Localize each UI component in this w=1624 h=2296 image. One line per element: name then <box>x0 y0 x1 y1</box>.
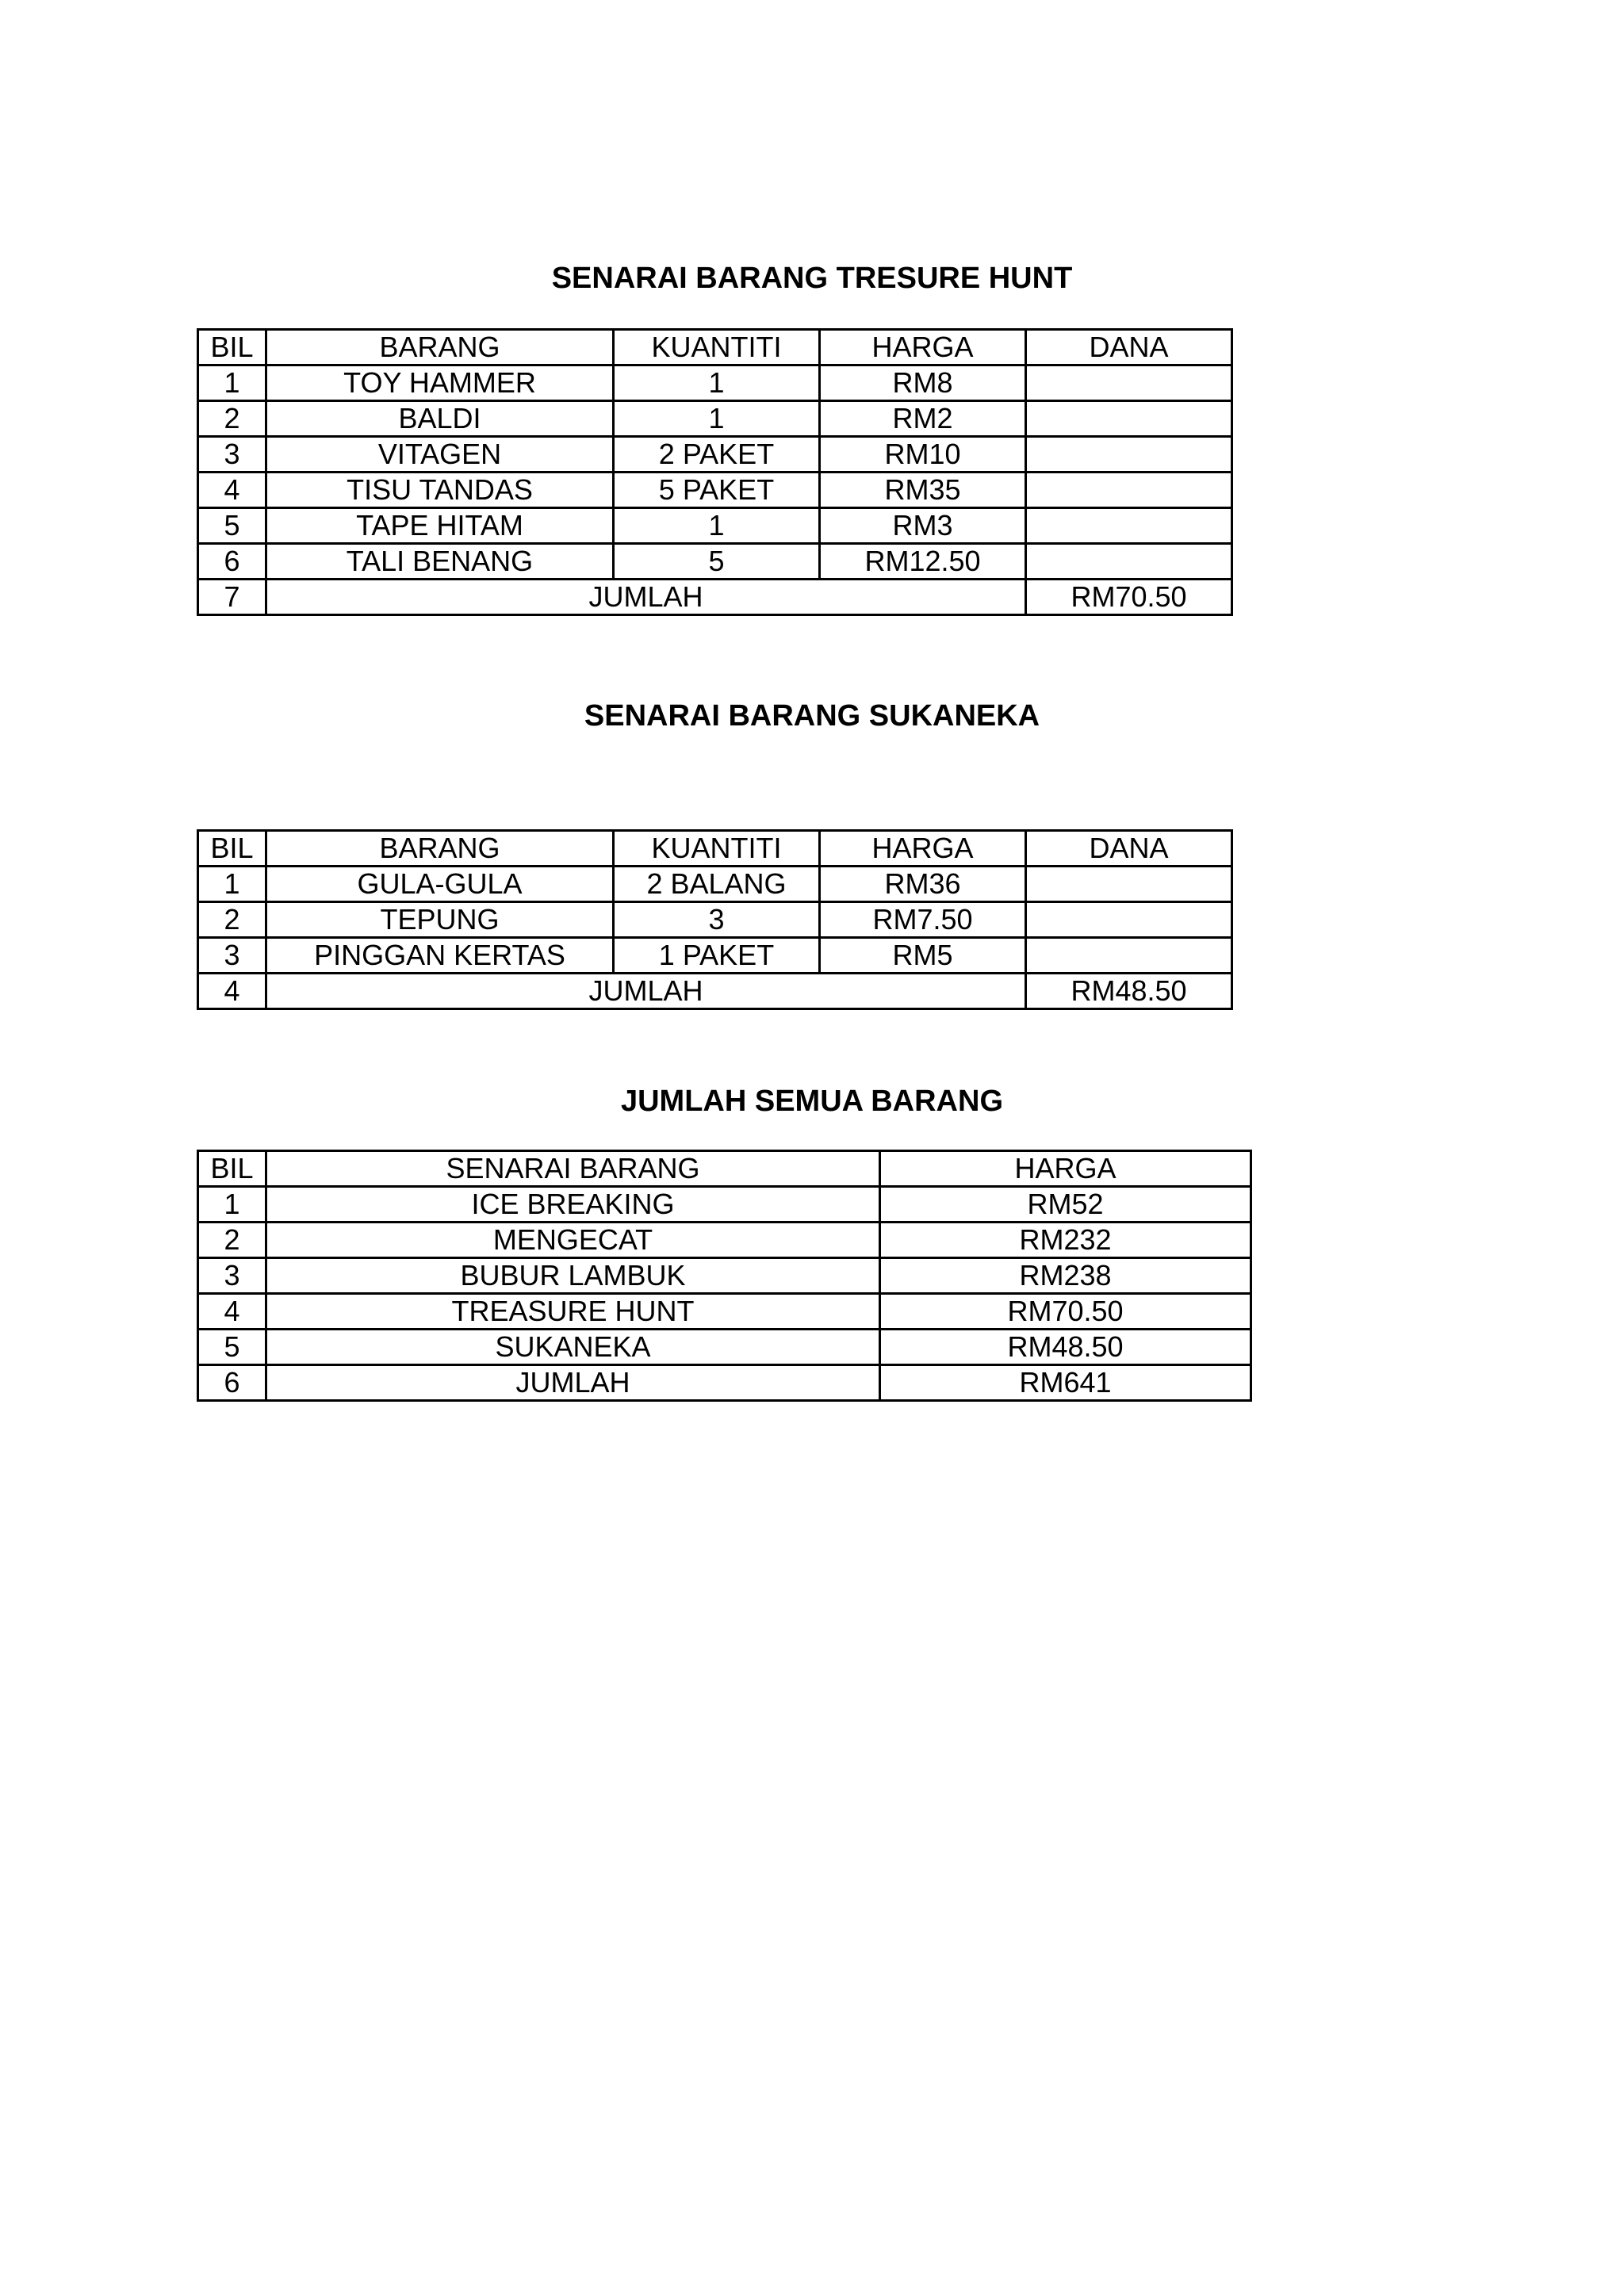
cell-senarai-barang: BUBUR LAMBUK <box>266 1258 880 1294</box>
cell-bil: 5 <box>198 508 266 544</box>
cell-barang: TOY HAMMER <box>266 365 614 401</box>
header-bil: BIL <box>198 1151 266 1187</box>
table-row <box>198 867 1232 902</box>
cell-dana <box>1026 473 1232 508</box>
total-row <box>198 580 1232 615</box>
cell-bil: 2 <box>198 1223 266 1258</box>
cell-senarai-barang: TREASURE HUNT <box>266 1294 880 1330</box>
cell-kuantiti: 1 <box>614 508 820 544</box>
header-harga: HARGA <box>820 831 1026 867</box>
total-value: RM48.50 <box>1026 974 1232 1009</box>
treasure-table <box>197 328 1233 616</box>
cell-harga: RM35 <box>820 473 1026 508</box>
cell-harga: RM232 <box>880 1223 1251 1258</box>
cell-kuantiti: 2 PAKET <box>614 437 820 473</box>
cell-kuantiti: 5 <box>614 544 820 580</box>
cell-kuantiti: 3 <box>614 902 820 938</box>
header-barang: BARANG <box>266 330 614 365</box>
header-bil: BIL <box>198 330 266 365</box>
cell-bil: 6 <box>198 1365 266 1401</box>
sukaneka-title: SENARAI BARANG SUKANEKA <box>584 699 1040 733</box>
cell-senarai-barang: JUMLAH <box>266 1365 880 1401</box>
cell-kuantiti: 5 PAKET <box>614 473 820 508</box>
table-row <box>198 1365 1251 1401</box>
cell-harga: RM52 <box>880 1187 1251 1223</box>
cell-kuantiti: 2 BALANG <box>614 867 820 902</box>
table-row <box>198 508 1232 544</box>
header-barang: BARANG <box>266 831 614 867</box>
cell-bil: 4 <box>198 1294 266 1330</box>
header-bil: BIL <box>198 831 266 867</box>
cell-barang: TALI BENANG <box>266 544 614 580</box>
cell-harga: RM238 <box>880 1258 1251 1294</box>
header-kuantiti: KUANTITI <box>614 831 820 867</box>
cell-harga: RM2 <box>820 401 1026 437</box>
treasure-title: SENARAI BARANG TRESURE HUNT <box>551 262 1073 295</box>
cell-harga: RM8 <box>820 365 1026 401</box>
cell-harga: RM48.50 <box>880 1330 1251 1365</box>
table-row <box>198 1258 1251 1294</box>
cell-bil: 1 <box>198 365 266 401</box>
cell-dana <box>1026 401 1232 437</box>
cell-bil: 3 <box>198 938 266 974</box>
header-dana: DANA <box>1026 831 1232 867</box>
table-row <box>198 473 1232 508</box>
header-senarai-barang: SENARAI BARANG <box>266 1151 880 1187</box>
table-row <box>198 902 1232 938</box>
header-dana: DANA <box>1026 330 1232 365</box>
cell-bil: 4 <box>198 473 266 508</box>
cell-bil: 1 <box>198 1187 266 1223</box>
summary-title: JUMLAH SEMUA BARANG <box>620 1085 1004 1118</box>
table-row <box>198 401 1232 437</box>
header-kuantiti: KUANTITI <box>614 330 820 365</box>
cell-dana <box>1026 938 1232 974</box>
cell-dana <box>1026 365 1232 401</box>
total-bil: 4 <box>198 974 266 1009</box>
summary-table <box>197 1150 1252 1402</box>
table-header-row <box>198 330 1232 365</box>
table-header-row <box>198 831 1232 867</box>
sukaneka-table <box>197 829 1233 1010</box>
cell-harga: RM641 <box>880 1365 1251 1401</box>
cell-harga: RM10 <box>820 437 1026 473</box>
cell-bil: 6 <box>198 544 266 580</box>
total-label: JUMLAH <box>266 974 1026 1009</box>
cell-dana <box>1026 867 1232 902</box>
cell-dana <box>1026 437 1232 473</box>
table-row <box>198 544 1232 580</box>
cell-barang: TEPUNG <box>266 902 614 938</box>
cell-barang: VITAGEN <box>266 437 614 473</box>
cell-barang: TAPE HITAM <box>266 508 614 544</box>
cell-barang: BALDI <box>266 401 614 437</box>
table-row <box>198 1223 1251 1258</box>
table-row <box>198 938 1232 974</box>
table-header-row <box>198 1151 1251 1187</box>
cell-senarai-barang: SUKANEKA <box>266 1330 880 1365</box>
cell-harga: RM70.50 <box>880 1294 1251 1330</box>
total-value: RM70.50 <box>1026 580 1232 615</box>
header-harga: HARGA <box>820 330 1026 365</box>
cell-bil: 2 <box>198 902 266 938</box>
table-row <box>198 1294 1251 1330</box>
cell-harga: RM36 <box>820 867 1026 902</box>
cell-bil: 1 <box>198 867 266 902</box>
cell-kuantiti: 1 <box>614 365 820 401</box>
total-label: JUMLAH <box>266 580 1026 615</box>
cell-kuantiti: 1 <box>614 401 820 437</box>
cell-bil: 3 <box>198 437 266 473</box>
cell-barang: TISU TANDAS <box>266 473 614 508</box>
cell-dana <box>1026 902 1232 938</box>
cell-harga: RM12.50 <box>820 544 1026 580</box>
cell-senarai-barang: MENGECAT <box>266 1223 880 1258</box>
cell-dana <box>1026 508 1232 544</box>
header-harga: HARGA <box>880 1151 1251 1187</box>
cell-bil: 2 <box>198 401 266 437</box>
cell-senarai-barang: ICE BREAKING <box>266 1187 880 1223</box>
cell-barang: PINGGAN KERTAS <box>266 938 614 974</box>
total-bil: 7 <box>198 580 266 615</box>
cell-barang: GULA-GULA <box>266 867 614 902</box>
table-row <box>198 437 1232 473</box>
table-row <box>198 1187 1251 1223</box>
table-row <box>198 365 1232 401</box>
cell-dana <box>1026 544 1232 580</box>
table-row <box>198 1330 1251 1365</box>
cell-kuantiti: 1 PAKET <box>614 938 820 974</box>
cell-harga: RM7.50 <box>820 902 1026 938</box>
cell-harga: RM3 <box>820 508 1026 544</box>
cell-bil: 5 <box>198 1330 266 1365</box>
cell-bil: 3 <box>198 1258 266 1294</box>
cell-harga: RM5 <box>820 938 1026 974</box>
total-row <box>198 974 1232 1009</box>
